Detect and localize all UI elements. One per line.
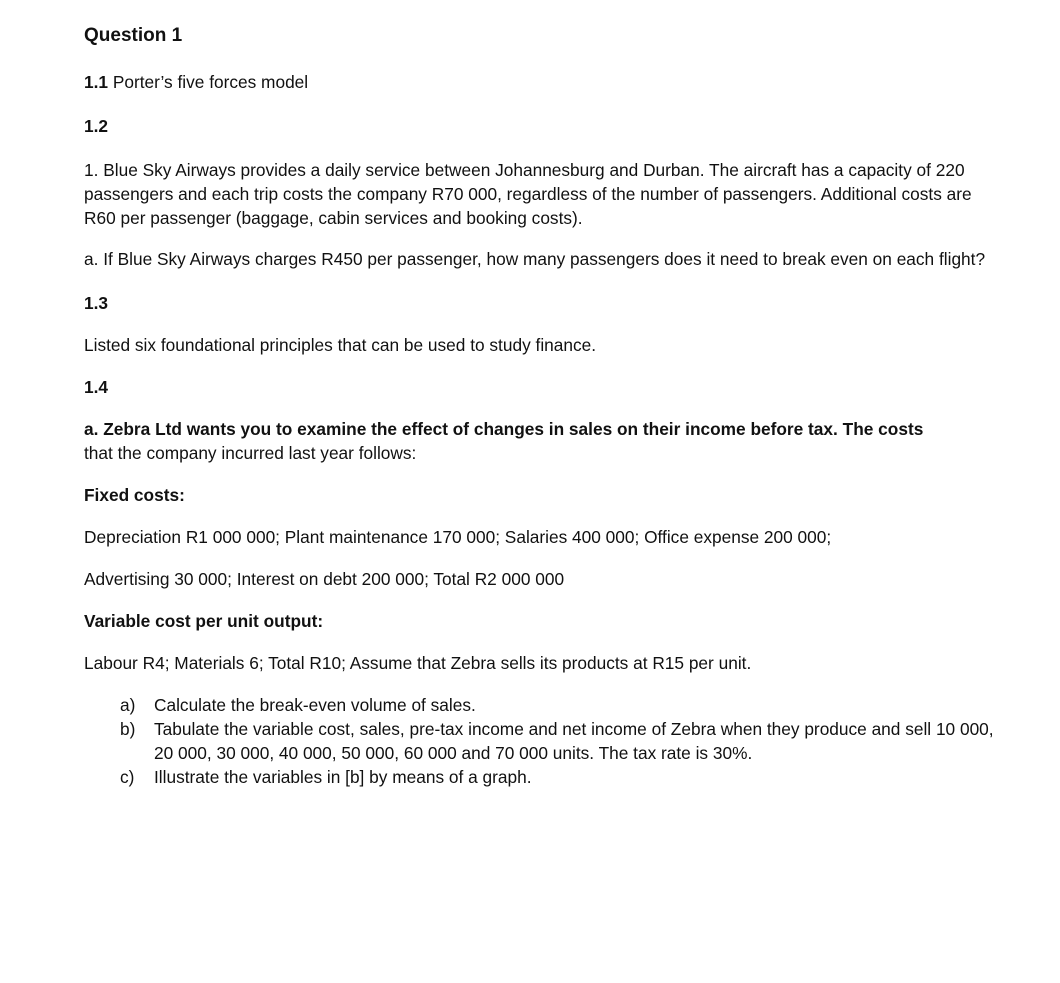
- section-1-2-heading: 1.2: [84, 116, 109, 136]
- section-1-1-number: 1.1: [84, 72, 109, 92]
- list-item-marker: a): [120, 695, 136, 715]
- section-1-4-intro: [84, 417, 1004, 465]
- fixed-costs-line-2: Advertising 30 000; Interest on debt 200 000; Total R2 000 000: [84, 569, 565, 589]
- section-1-4-heading: 1.4: [84, 377, 109, 397]
- list-item-text: Calculate the break-even volume of sales.: [154, 695, 476, 715]
- section-1-2-paragraph-1: 1. Blue Sky Airways provides a daily service between Johannesburg and Durban. The aircraft has a capacity of 220 passengers and each trip costs the company R70 000, regardless of the number of passengers. Additional costs are R60 per passenger (baggage, cabin services and booking costs).: [84, 160, 972, 228]
- fixed-costs-heading: Fixed costs:: [84, 485, 185, 505]
- section-1-4-intro-rest: that the company incurred last year follows:: [84, 443, 417, 463]
- list-item-marker: b): [120, 719, 136, 739]
- list-item-marker: c): [120, 767, 135, 787]
- section-1-1-text: Porter’s five forces model: [108, 72, 309, 92]
- question-title: Question 1: [84, 25, 183, 46]
- document-page: [84, 22, 1004, 789]
- fixed-costs-line-1: Depreciation R1 000 000; Plant maintenance 170 000; Salaries 400 000; Office expense 200 000;: [84, 527, 832, 547]
- variable-cost-heading: Variable cost per unit output:: [84, 611, 324, 631]
- list-item-text: Illustrate the variables in [b] by means of a graph.: [154, 767, 532, 787]
- section-1-3-paragraph: Listed six foundational principles that can be used to study finance.: [84, 335, 597, 355]
- section-1-3-heading: 1.3: [84, 293, 109, 313]
- list-item: [84, 693, 1004, 717]
- sub-question-list: [84, 693, 1004, 789]
- variable-cost-line: Labour R4; Materials 6; Total R10; Assume that Zebra sells its products at R15 per unit.: [84, 653, 752, 673]
- section-1-2-paragraph-2: a. If Blue Sky Airways charges R450 per passenger, how many passengers does it need to break even on each flight?: [84, 249, 986, 269]
- list-item: [84, 717, 1004, 765]
- list-item: [84, 765, 1004, 789]
- list-item-text: Tabulate the variable cost, sales, pre-tax income and net income of Zebra when they produce and sell 10 000, 20 000, 30 000, 40 000, 50 000, 60 000 and 70 000 units. The tax rate is 30%.: [154, 719, 994, 763]
- section-1-1: [84, 70, 1004, 94]
- section-1-4-intro-bold: a. Zebra Ltd wants you to examine the effect of changes in sales on their income before tax. The costs: [84, 419, 924, 439]
